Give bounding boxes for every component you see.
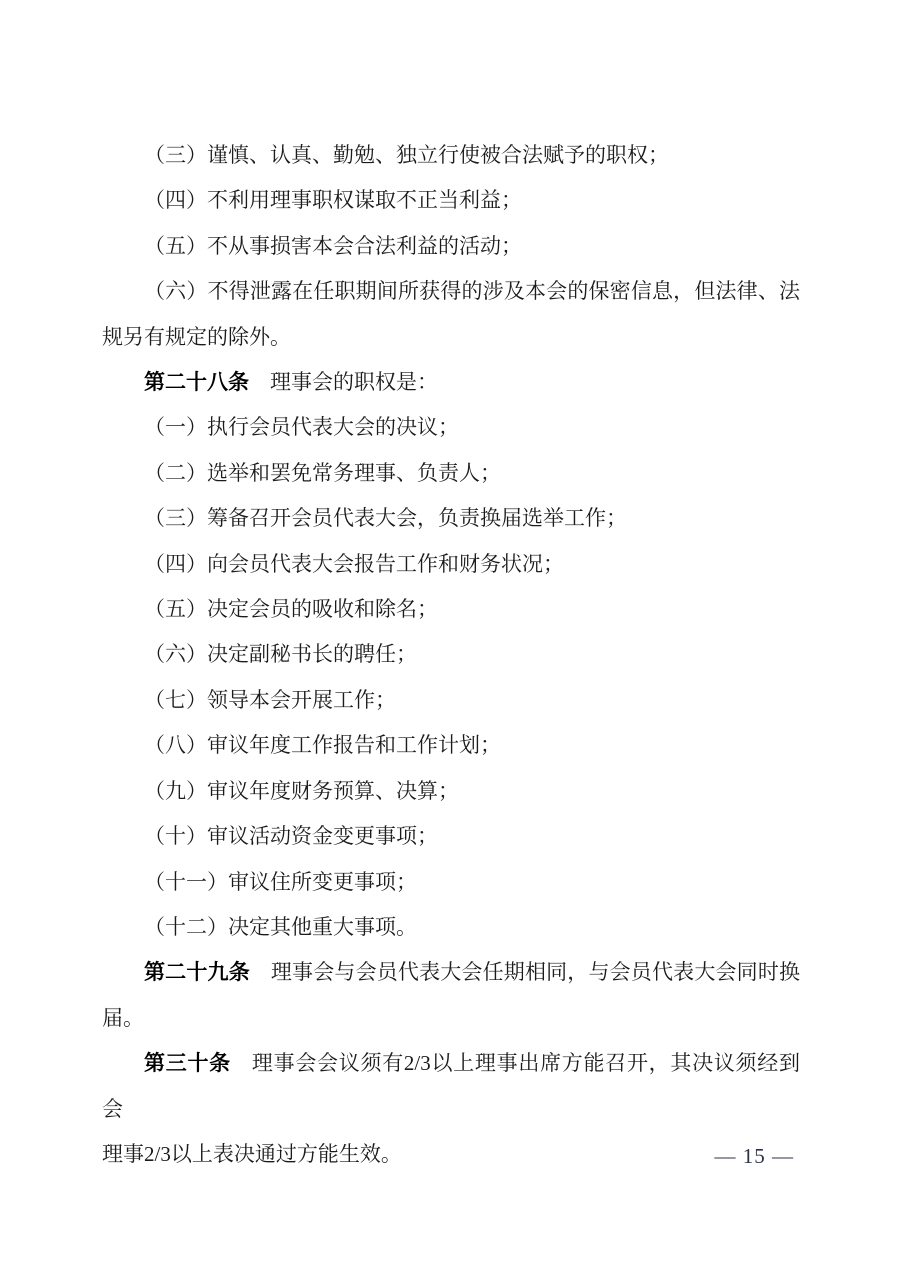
article-text: 理事会与会员代表大会任期相同，与会员代表大会同时换 bbox=[270, 960, 801, 985]
clause-text: （三）谨慎、认真、勤勉、独立行使被合法赋予的职权； bbox=[144, 143, 669, 167]
article-text: 理事会的职权是： bbox=[270, 370, 438, 395]
clause-item bbox=[102, 133, 800, 178]
clause-text: 理事2/3以上表决通过方能生效。 bbox=[102, 1141, 402, 1166]
article-number: 第三十条 bbox=[144, 1051, 231, 1076]
clause-text: （九）审议年度财务预算、决算； bbox=[144, 778, 459, 803]
article-number: 第二十九条 bbox=[144, 960, 250, 985]
clause-item bbox=[102, 178, 800, 223]
clause-item bbox=[102, 769, 800, 814]
clause-text: （一）执行会员代表大会的决议； bbox=[144, 415, 459, 440]
clause-item bbox=[102, 405, 800, 450]
clause-text: （十一）审议住所变更事项； bbox=[144, 869, 417, 894]
clause-text: （六）不得泄露在任职期间所获得的涉及本会的保密信息，但法律、法 bbox=[144, 279, 800, 304]
clause-item bbox=[102, 814, 800, 859]
page-footer bbox=[715, 1143, 795, 1169]
clause-text: （三）筹备召开会员代表大会，负责换届选举工作； bbox=[144, 506, 627, 531]
document-body bbox=[102, 133, 800, 1177]
clause-item bbox=[102, 542, 800, 587]
clause-text: （十二）决定其他重大事项。 bbox=[144, 914, 417, 939]
clause-continuation bbox=[102, 315, 800, 360]
clause-item bbox=[102, 269, 800, 314]
clause-text: （七）领导本会开展工作； bbox=[144, 687, 396, 712]
page-number: — 15 — bbox=[714, 1144, 794, 1168]
clause-text: （六）决定副秘书长的聘任； bbox=[144, 642, 417, 667]
clause-item bbox=[102, 587, 800, 632]
clause-continuation bbox=[102, 996, 800, 1041]
clause-item bbox=[102, 678, 800, 723]
article-heading-line bbox=[102, 360, 800, 405]
clause-text: （五）决定会员的吸收和除名； bbox=[144, 597, 438, 622]
clause-text: （四）不利用理事职权谋取不正当利益； bbox=[144, 188, 522, 213]
clause-text: （八）审议年度工作报告和工作计划； bbox=[144, 733, 501, 758]
clause-item bbox=[102, 632, 800, 677]
clause-text: （四）向会员代表大会报告工作和财务状况； bbox=[144, 551, 564, 576]
clause-item bbox=[102, 723, 800, 768]
article-heading-line bbox=[102, 950, 800, 995]
article-text: 理事会会议须有2/3以上理事出席方能召开，其决议须经到会 bbox=[102, 1051, 800, 1121]
clause-item bbox=[102, 224, 800, 269]
clause-text: （五）不从事损害本会合法利益的活动； bbox=[144, 233, 522, 258]
clause-item bbox=[102, 905, 800, 950]
clause-item bbox=[102, 496, 800, 541]
clause-text: 届。 bbox=[102, 1005, 144, 1030]
article-heading-line bbox=[102, 1041, 800, 1132]
clause-text: 规另有规定的除外。 bbox=[102, 324, 291, 349]
clause-text: （十）审议活动资金变更事项； bbox=[144, 824, 438, 849]
clause-continuation bbox=[102, 1132, 800, 1177]
clause-text: （二）选举和罢免常务理事、负责人； bbox=[144, 460, 501, 485]
article-number: 第二十八条 bbox=[144, 370, 249, 395]
clause-item bbox=[102, 860, 800, 905]
clause-item bbox=[102, 451, 800, 496]
